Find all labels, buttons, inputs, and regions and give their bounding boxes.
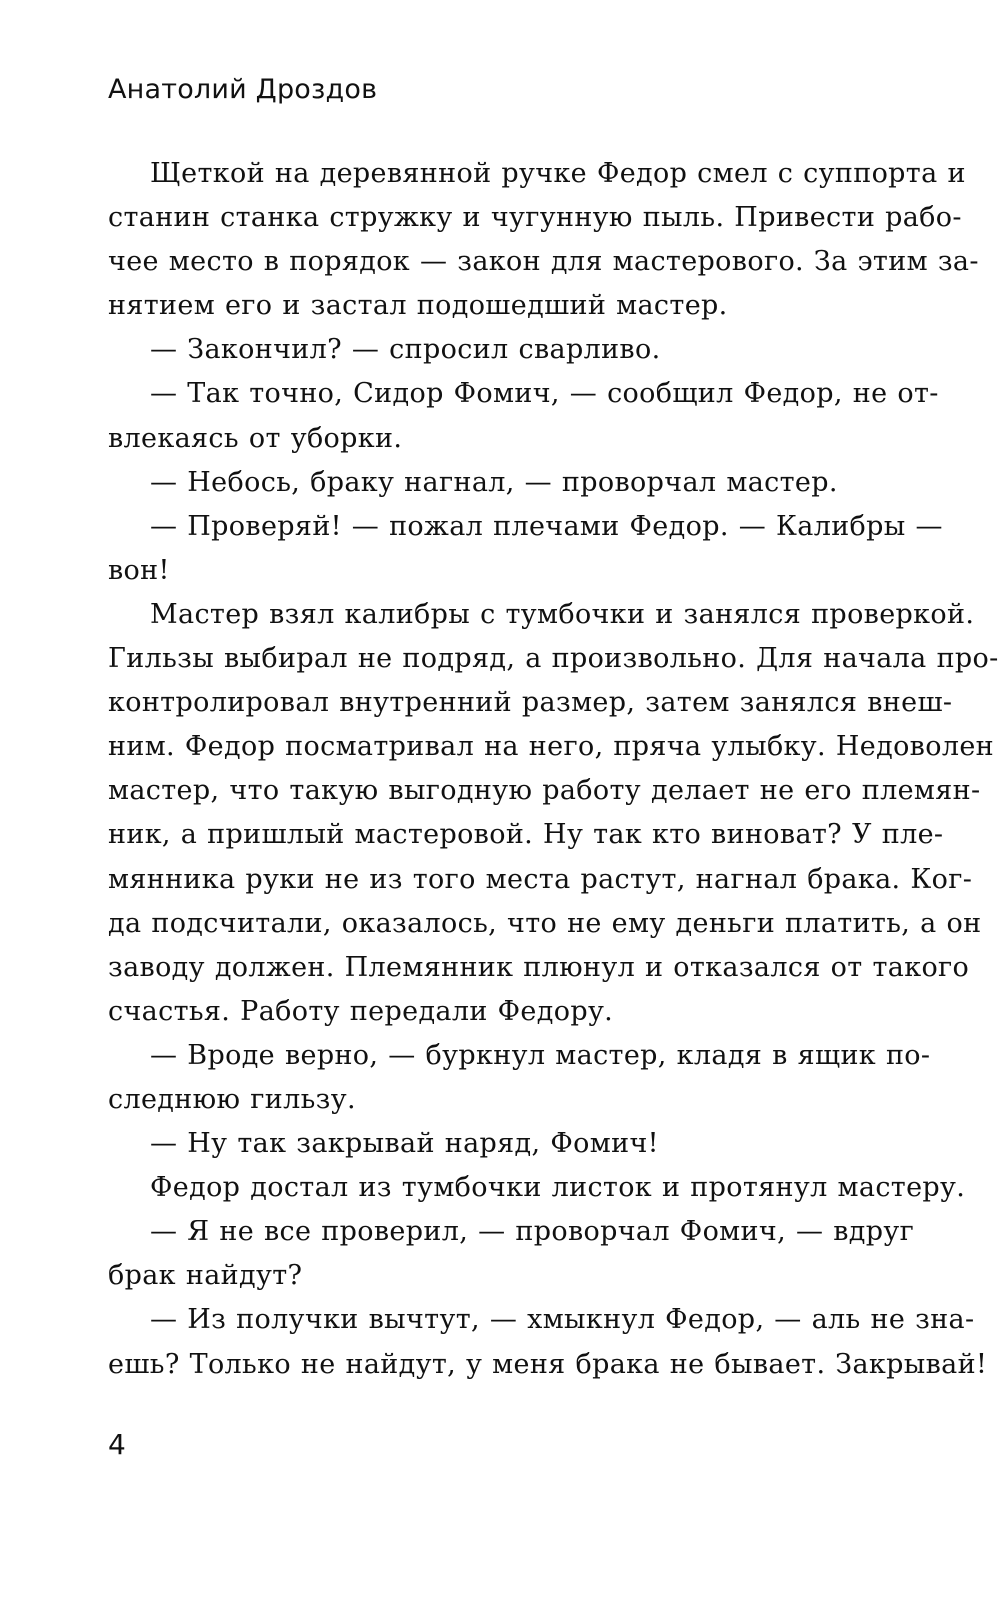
text-line: чее место в порядок — закон для мастерового. За этим за- (108, 246, 979, 278)
text-line: нятием его и застал подошедший мастер. (108, 290, 728, 322)
text-line: Гильзы выбирал не подряд, а произвольно. Для начала про- (108, 643, 999, 675)
text-line: Щеткой на деревянной ручке Федор смел с суппорта и (150, 158, 966, 189)
text-line: ешь? Только не найдут, у меня брака не бывает. Закрывай! (108, 1348, 988, 1380)
text-line: заводу должен. Племянник плюнул и отказался от такого (108, 951, 970, 983)
text-line: станин станка стружку и чугунную пыль. Привести рабо- (108, 202, 962, 234)
text-line: — Небось, браку нагнал, — проворчал мастер. (150, 466, 838, 498)
text-line: — Так точно, Сидор Фомич, — сообщил Федор, не от- (150, 378, 939, 410)
text-line: — Проверяй! — пожал плечами Федор. — Калибры — (150, 510, 943, 542)
text-line: ним. Федор посматривал на него, пряча улыбку. Недоволен (108, 731, 995, 763)
body-text (108, 152, 999, 1387)
running-header-author: Анатолий Дроздов (108, 74, 378, 105)
text-line: ник, а пришлый мастеровой. Ну так кто виноват? У пле- (108, 819, 944, 851)
text-line: мастер, что такую выгодную работу делает не его племян- (108, 775, 981, 807)
text-line: — Из получки вычтут, — хмыкнул Федор, — аль не зна- (150, 1304, 975, 1336)
text-line: влекаясь от уборки. (108, 422, 403, 454)
text-line: — Закончил? — спросил сварливо. (150, 334, 661, 366)
text-line: счастья. Работу передали Федору. (108, 995, 614, 1027)
text-line: контролировал внутренний размер, затем занялся внеш- (108, 687, 953, 719)
text-line: брак найдут? (108, 1260, 303, 1292)
text-line: — Я не все проверил, — проворчал Фомич, — вдруг (150, 1216, 915, 1248)
page-number: 4 (108, 1428, 126, 1461)
text-line: мянника руки не из того места растут, нагнал брака. Ког- (108, 863, 973, 895)
text-line: Мастер взял калибры с тумбочки и занялся проверкой. (150, 598, 975, 630)
text-line: — Вроде верно, — буркнул мастер, кладя в ящик по- (150, 1039, 931, 1071)
text-line: вон! (108, 554, 170, 586)
text-line: — Ну так закрывай наряд, Фомич! (150, 1128, 659, 1160)
text-line: следнюю гильзу. (108, 1083, 356, 1115)
text-line: Федор достал из тумбочки листок и протянул мастеру. (150, 1172, 966, 1204)
text-line: да подсчитали, оказалось, что не ему деньги платить, а он (108, 907, 982, 939)
